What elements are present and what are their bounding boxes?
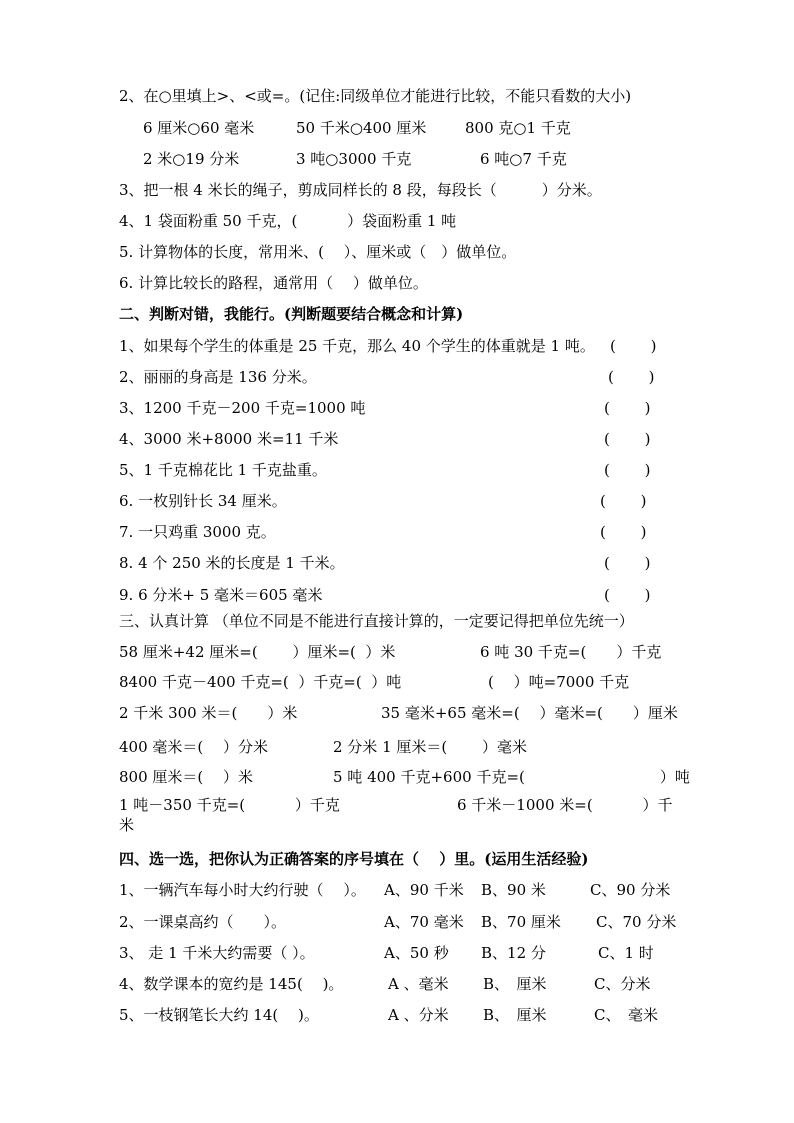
q6-text: 6. 计算比较长的路程，通常用（ ）做单位。 (119, 274, 428, 292)
q2-item: 6 厘米○60 毫米 (143, 119, 255, 137)
judge-item-blank: ( ) (604, 430, 651, 448)
calc-item: 2 分米 1 厘米＝( ）毫米 (333, 738, 528, 756)
judge-item-text: 6. 一枚别针长 34 厘米。 (119, 492, 287, 510)
judge-item-blank: ( ) (608, 368, 655, 386)
choice-option-c: C、70 分米 (596, 913, 677, 931)
judge-item-text: 1、如果每个学生的体重是 25 千克，那么 40 个学生的体重就是 1 吨。 (119, 337, 595, 355)
section3-heading: 三、认真计算 （单位不同是不能进行直接计算的，一定要记得把单位先统一） (119, 612, 634, 630)
choice-option-a: A、70 毫米 (384, 913, 464, 931)
choice-option-c: C、分米 (594, 975, 651, 993)
judge-item-blank: ( ) (604, 586, 651, 604)
choice-question: 5、一枝钢笔长大约 14( )。 (119, 1006, 319, 1024)
judge-item-text: 9. 6 分米+ 5 毫米＝605 毫米 (119, 586, 323, 604)
choice-option-c: C、 毫米 (594, 1006, 658, 1024)
choice-option-a: A 、毫米 (388, 975, 449, 993)
judge-item-blank: ( ) (610, 337, 657, 355)
judge-item-blank: ( ) (604, 461, 651, 479)
q2-item: 800 克○1 千克 (465, 119, 571, 137)
judge-item-text: 8. 4 个 250 米的长度是 1 千米。 (119, 554, 345, 572)
choice-option-b: B、70 厘米 (481, 913, 561, 931)
choice-option-b: B、90 米 (481, 881, 546, 899)
choice-option-b: B、12 分 (481, 944, 546, 962)
judge-item-text: 2、丽丽的身高是 136 分米。 (119, 368, 317, 386)
judge-item-text: 7. 一只鸡重 3000 克。 (119, 523, 276, 541)
choice-option-a: A、90 千米 (384, 881, 464, 899)
choice-question: 2、一课桌高约（ ）。 (119, 913, 287, 931)
choice-option-a: A、50 秒 (384, 944, 449, 962)
section4-heading: 四、选一选，把你认为正确答案的序号填在（ ）里。(运用生活经验) (119, 850, 589, 868)
q2-item: 6 吨○7 千克 (480, 150, 567, 168)
calc-item: ( ）吨=7000 千克 (488, 673, 630, 691)
q2-item: 50 千米○400 厘米 (296, 119, 427, 137)
q4-text: 4、1 袋面粉重 50 千克，( ）袋面粉重 1 吨 (119, 212, 457, 230)
calc-item: 58 厘米+42 厘米=( ）厘米=( ）米 (119, 643, 396, 661)
calc-item: 1 吨－350 千克=( ）千克 (119, 796, 340, 814)
calc-item: 5 吨 400 千克+600 千克=( ）吨 (333, 768, 690, 786)
section2-heading: 二、判断对错，我能行。(判断题要结合概念和计算) (119, 305, 464, 323)
q2-item: 2 米○19 分米 (143, 150, 240, 168)
choice-question: 1、一辆汽车每小时大约行驶（ ）。 (119, 881, 366, 899)
calc-item: 6 吨 30 千克=( ）千克 (480, 643, 662, 661)
q2-prompt: 2、在○里填上>、<或=。(记住:同级单位才能进行比较，不能只看数的大小) (119, 87, 632, 105)
choice-option-b: B、 厘米 (483, 975, 547, 993)
judge-item-blank: ( ) (604, 554, 651, 572)
choice-question: 4、数学课本的宽约是 145( )。 (119, 975, 344, 993)
q2-item: 3 吨○3000 千克 (296, 150, 412, 168)
judge-item-text: 5、1 千克棉花比 1 千克盐重。 (119, 461, 327, 479)
choice-option-a: A 、分米 (388, 1006, 449, 1024)
calc-item: 8400 千克－400 千克=( ）千克=( ）吨 (119, 673, 402, 691)
choice-question: 3、 走 1 千米大约需要（ ）。 (119, 944, 315, 962)
q5-text: 5. 计算物体的长度，常用米、( ）、厘米或（ ）做单位。 (119, 243, 517, 261)
calc-item: 35 毫米+65 毫米=( ）毫米=( ）厘米 (381, 704, 678, 722)
calc-item: 6 千米－1000 米=( ）千 (457, 796, 673, 814)
choice-option-c: C、90 分米 (590, 881, 671, 899)
judge-item-text: 3、1200 千克－200 千克=1000 吨 (119, 399, 366, 417)
calc-item: 2 千米 300 米＝( ）米 (119, 704, 298, 722)
calc-item-wrap: 米 (119, 816, 135, 834)
q3-text: 3、把一根 4 米长的绳子，剪成同样长的 8 段，每段长（ ）分米。 (119, 181, 602, 199)
calc-item: 800 厘米＝( ）米 (119, 768, 254, 786)
choice-option-c: C、1 时 (598, 944, 654, 962)
judge-item-blank: ( ) (600, 523, 647, 541)
judge-item-text: 4、3000 米+8000 米=11 千米 (119, 430, 339, 448)
choice-option-b: B、 厘米 (483, 1006, 547, 1024)
calc-item: 400 毫米＝( ）分米 (119, 738, 269, 756)
judge-item-blank: ( ) (604, 399, 651, 417)
judge-item-blank: ( ) (600, 492, 647, 510)
